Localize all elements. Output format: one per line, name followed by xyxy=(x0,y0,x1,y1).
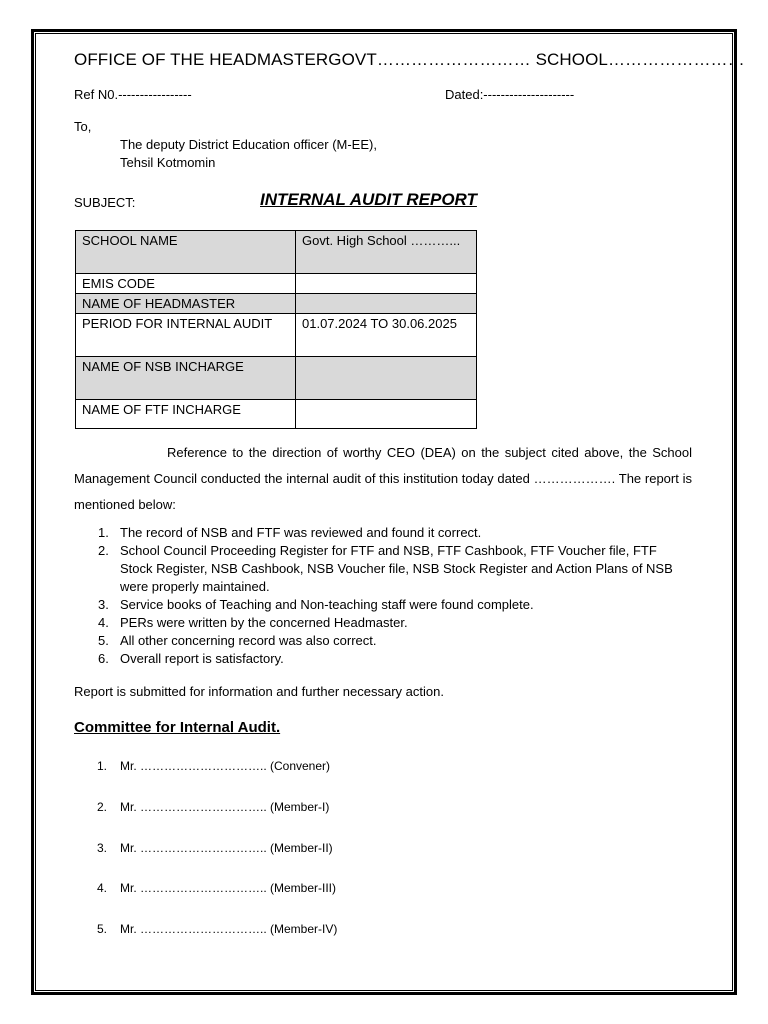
list-item xyxy=(74,524,692,542)
list-number: 1. xyxy=(98,525,109,540)
reference-number: Ref N0.----------------- xyxy=(74,87,192,102)
list-item xyxy=(74,632,692,650)
list-number: 6. xyxy=(98,651,109,666)
table-key: NAME OF FTF INCHARGE xyxy=(76,400,296,429)
list-text: PERs were written by the concerned Headmaster. xyxy=(120,615,408,630)
table-row xyxy=(76,231,477,274)
table-value: 01.07.2024 TO 30.06.2025 xyxy=(296,314,477,357)
table-row xyxy=(76,314,477,357)
findings-list xyxy=(74,524,692,668)
list-item xyxy=(74,614,692,632)
table-row xyxy=(76,274,477,294)
addressee-line-2: Tehsil Kotmomin xyxy=(120,155,216,170)
member-number: 5. xyxy=(97,922,108,936)
table-value xyxy=(296,294,477,314)
member-line: Mr. ………………………….. (Member-III) xyxy=(120,881,336,895)
member-number: 1. xyxy=(97,759,108,773)
submission-note: Report is submitted for information and further necessary action. xyxy=(74,684,444,699)
member-line: Mr. ………………………….. (Member-II) xyxy=(120,841,333,855)
table-row xyxy=(76,294,477,314)
list-text: All other concerning record was also correct. xyxy=(120,633,377,648)
addressee-line-1: The deputy District Education officer (M-EE), xyxy=(120,137,377,152)
table-key: NAME OF NSB INCHARGE xyxy=(76,357,296,400)
list-text: Overall report is satisfactory. xyxy=(120,651,284,666)
table-value xyxy=(296,357,477,400)
member-line: Mr. ………………………….. (Convener) xyxy=(120,759,331,773)
member-number: 4. xyxy=(97,881,108,895)
report-title: INTERNAL AUDIT REPORT xyxy=(260,190,477,209)
list-item xyxy=(74,542,692,596)
table-value xyxy=(296,274,477,294)
list-item xyxy=(74,596,692,614)
member-number: 2. xyxy=(97,800,108,814)
list-text: Service books of Teaching and Non-teaching staff were found complete. xyxy=(120,597,534,612)
list-item xyxy=(74,650,692,668)
committee-heading: Committee for Internal Audit. xyxy=(74,719,281,736)
addressee-to: To, xyxy=(74,119,92,134)
table-key: PERIOD FOR INTERNAL AUDIT xyxy=(76,314,296,357)
table-row xyxy=(76,400,477,429)
list-text: The record of NSB and FTF was reviewed and found it correct. xyxy=(120,525,482,540)
list-number: 2. xyxy=(98,543,109,558)
table-key: SCHOOL NAME xyxy=(76,231,296,274)
table-key: NAME OF HEADMASTER xyxy=(76,294,296,314)
table-value: Govt. High School ………... xyxy=(296,231,477,274)
subject-label: SUBJECT: xyxy=(74,195,136,210)
member-line: Mr. ………………………….. (Member-I) xyxy=(120,800,330,814)
list-number: 3. xyxy=(98,597,109,612)
body-paragraph: Reference to the direction of worthy CEO (DEA) on the subject cited above, the School Management Council conducted the internal audit of this institution today dated ………………. The report is mentioned below: xyxy=(74,445,692,512)
member-line: Mr. ………………………….. (Member-IV) xyxy=(120,922,338,936)
list-number: 5. xyxy=(98,633,109,648)
date-line: Dated:--------------------- xyxy=(445,87,575,102)
member-number: 3. xyxy=(97,841,108,855)
table-value xyxy=(296,400,477,429)
list-text: School Council Proceeding Register for FTF and NSB, FTF Cashbook, FTF Voucher file, FTF Stock Register, NSB Cashbook, NSB Voucher file, NSB Stock Register and Action Plans of NSB were properly maintained. xyxy=(120,543,673,594)
table-key: EMIS CODE xyxy=(76,274,296,294)
office-title: OFFICE OF THE HEADMASTERGOVT……………………… SCHOOL…………………… xyxy=(74,50,745,69)
school-info-table xyxy=(75,230,477,429)
table-row xyxy=(76,357,477,400)
list-number: 4. xyxy=(98,615,109,630)
